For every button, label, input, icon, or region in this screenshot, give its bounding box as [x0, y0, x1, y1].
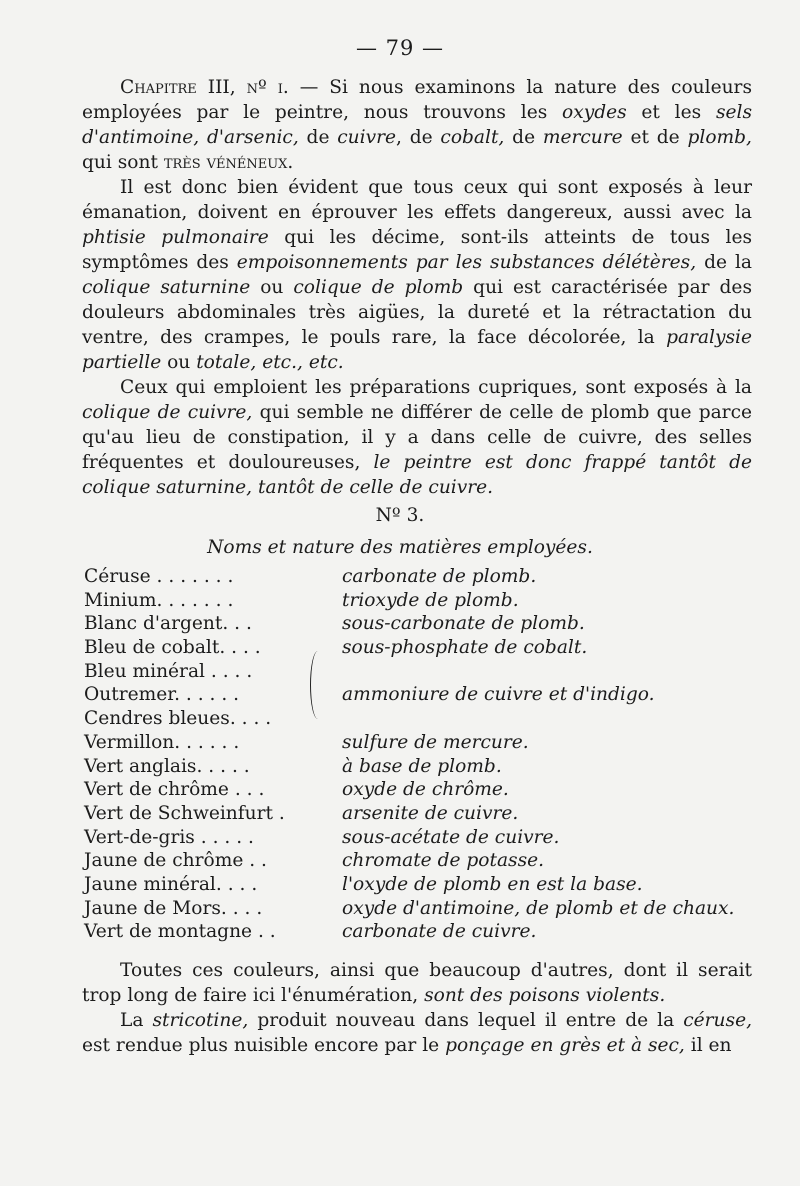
material-nature: carbonate de cuivre.: [342, 921, 537, 943]
material-name: Jaune minéral. . . .: [84, 873, 258, 895]
section-number: Nº 3.: [375, 505, 425, 526]
material-name: Céruse . . . . . . .: [84, 566, 234, 587]
material-name: Cendres bleues. . . .: [84, 708, 272, 730]
material-name: Vermillon. . . . . .: [84, 731, 240, 753]
material-nature: à base de plomb.: [342, 755, 502, 777]
material-nature: oxyde de chrôme.: [342, 779, 509, 801]
material-nature: sulfure de mercure.: [342, 731, 529, 753]
paragraph-2: Il est donc bien évident que tous ceux qui sont exposés à leur émanation, doivent en éprouver les effets dangereux, aussi avec la phtisie pulmonaire qui les décime, sont-ils atteints de tous les symptômes des empoisonnements par les substances délétères, de la colique saturnine ou colique de plomb qui est caractérisée par des douleurs abdominales très aigües, la dureté et la rétractation du ventre, des crampes, le pouls rare, la face décolorée, la paralysie partielle ou totale, etc., etc.: [82, 177, 752, 373]
material-name: Vert de chrôme . . .: [84, 779, 265, 801]
paragraph-5: La stricotine, produit nouveau dans lequel il entre de la céruse, est rendue plus nuisible encore par le ponçage en grès et à sec, il en: [82, 1010, 752, 1056]
table-row: [84, 873, 764, 897]
material-name: Blanc d'argent. . .: [84, 613, 252, 635]
table-row: [84, 731, 764, 755]
material-nature: chromate de potasse.: [342, 850, 545, 872]
material-name: Bleu minéral . . . .: [84, 660, 253, 682]
chapter-ref: Chapitre III, nº i.: [120, 77, 289, 98]
material-nature: sous-acétate de cuivre.: [342, 826, 560, 848]
table-row: [84, 897, 764, 921]
material-name: Bleu de cobalt. . . .: [84, 637, 261, 659]
table-row: [84, 849, 764, 873]
material-name: Vert-de-gris . . . . .: [84, 826, 254, 848]
table-row: [84, 778, 764, 802]
material-name: Jaune de Mors. . . .: [84, 897, 263, 919]
table-row: [84, 612, 764, 636]
material-name: Vert de Schweinfurt .: [84, 802, 285, 824]
table-row: [84, 755, 764, 779]
material-name: Vert anglais. . . . .: [84, 755, 250, 777]
material-name: Jaune de chrôme . .: [84, 850, 267, 872]
intro-text: [82, 75, 752, 500]
page-number: — 79 —: [355, 36, 445, 60]
material-name: Outremer. . . . . .: [84, 684, 240, 706]
paragraph-4: Toutes ces couleurs, ainsi que beaucoup d'autres, dont il serait trop long de faire ici l'énumération, sont des poisons violents.: [82, 960, 752, 1006]
material-name: Vert de montagne . .: [84, 921, 276, 943]
material-nature: oxyde d'antimoine, de plomb et de chaux.: [342, 897, 735, 919]
table-caption: Noms et nature des matières employées.: [207, 537, 593, 558]
material-nature: sous-carbonate de plomb.: [342, 613, 585, 635]
table-row: [84, 636, 764, 660]
material-nature: ammoniure de cuivre et d'indigo.: [342, 684, 655, 706]
material-nature: sous-phosphate de cobalt.: [342, 637, 588, 659]
material-nature: carbonate de plomb.: [342, 566, 537, 587]
table-row: [84, 707, 764, 731]
material-nature: l'oxyde de plomb en est la base.: [342, 873, 643, 895]
table-row: [84, 920, 764, 944]
paragraph-3: Ceux qui emploient les préparations cupriques, sont exposés à la colique de cuivre, qui semble ne différer de celle de plomb que parce qu'au lieu de constipation, il y a dans celle de cuivre, des selles fréquentes et douloureuses, le peintre est donc frappé tantôt de colique saturnine, tantôt de celle de cuivre.: [82, 377, 752, 498]
outro-text: [82, 958, 752, 1058]
material-nature: arsenite de cuivre.: [342, 802, 519, 824]
paragraph-1: Chapitre III, nº i. — Si nous examinons la nature des couleurs employées par le peintre, nous trouvons les oxydes et les sels d'antimoine, d'arsenic, de cuivre, de cobalt, de mercure et de plomb, qui sont très vénéneux.: [82, 77, 752, 173]
table-row: [84, 802, 764, 826]
table-row: [84, 826, 764, 850]
materials-table: [84, 565, 764, 944]
material-nature: trioxyde de plomb.: [342, 589, 519, 611]
table-row: [84, 683, 764, 707]
table-row: [84, 660, 764, 684]
table-row: [84, 589, 764, 613]
table-row: [84, 565, 764, 589]
material-name: Minium. . . . . . .: [84, 589, 234, 611]
